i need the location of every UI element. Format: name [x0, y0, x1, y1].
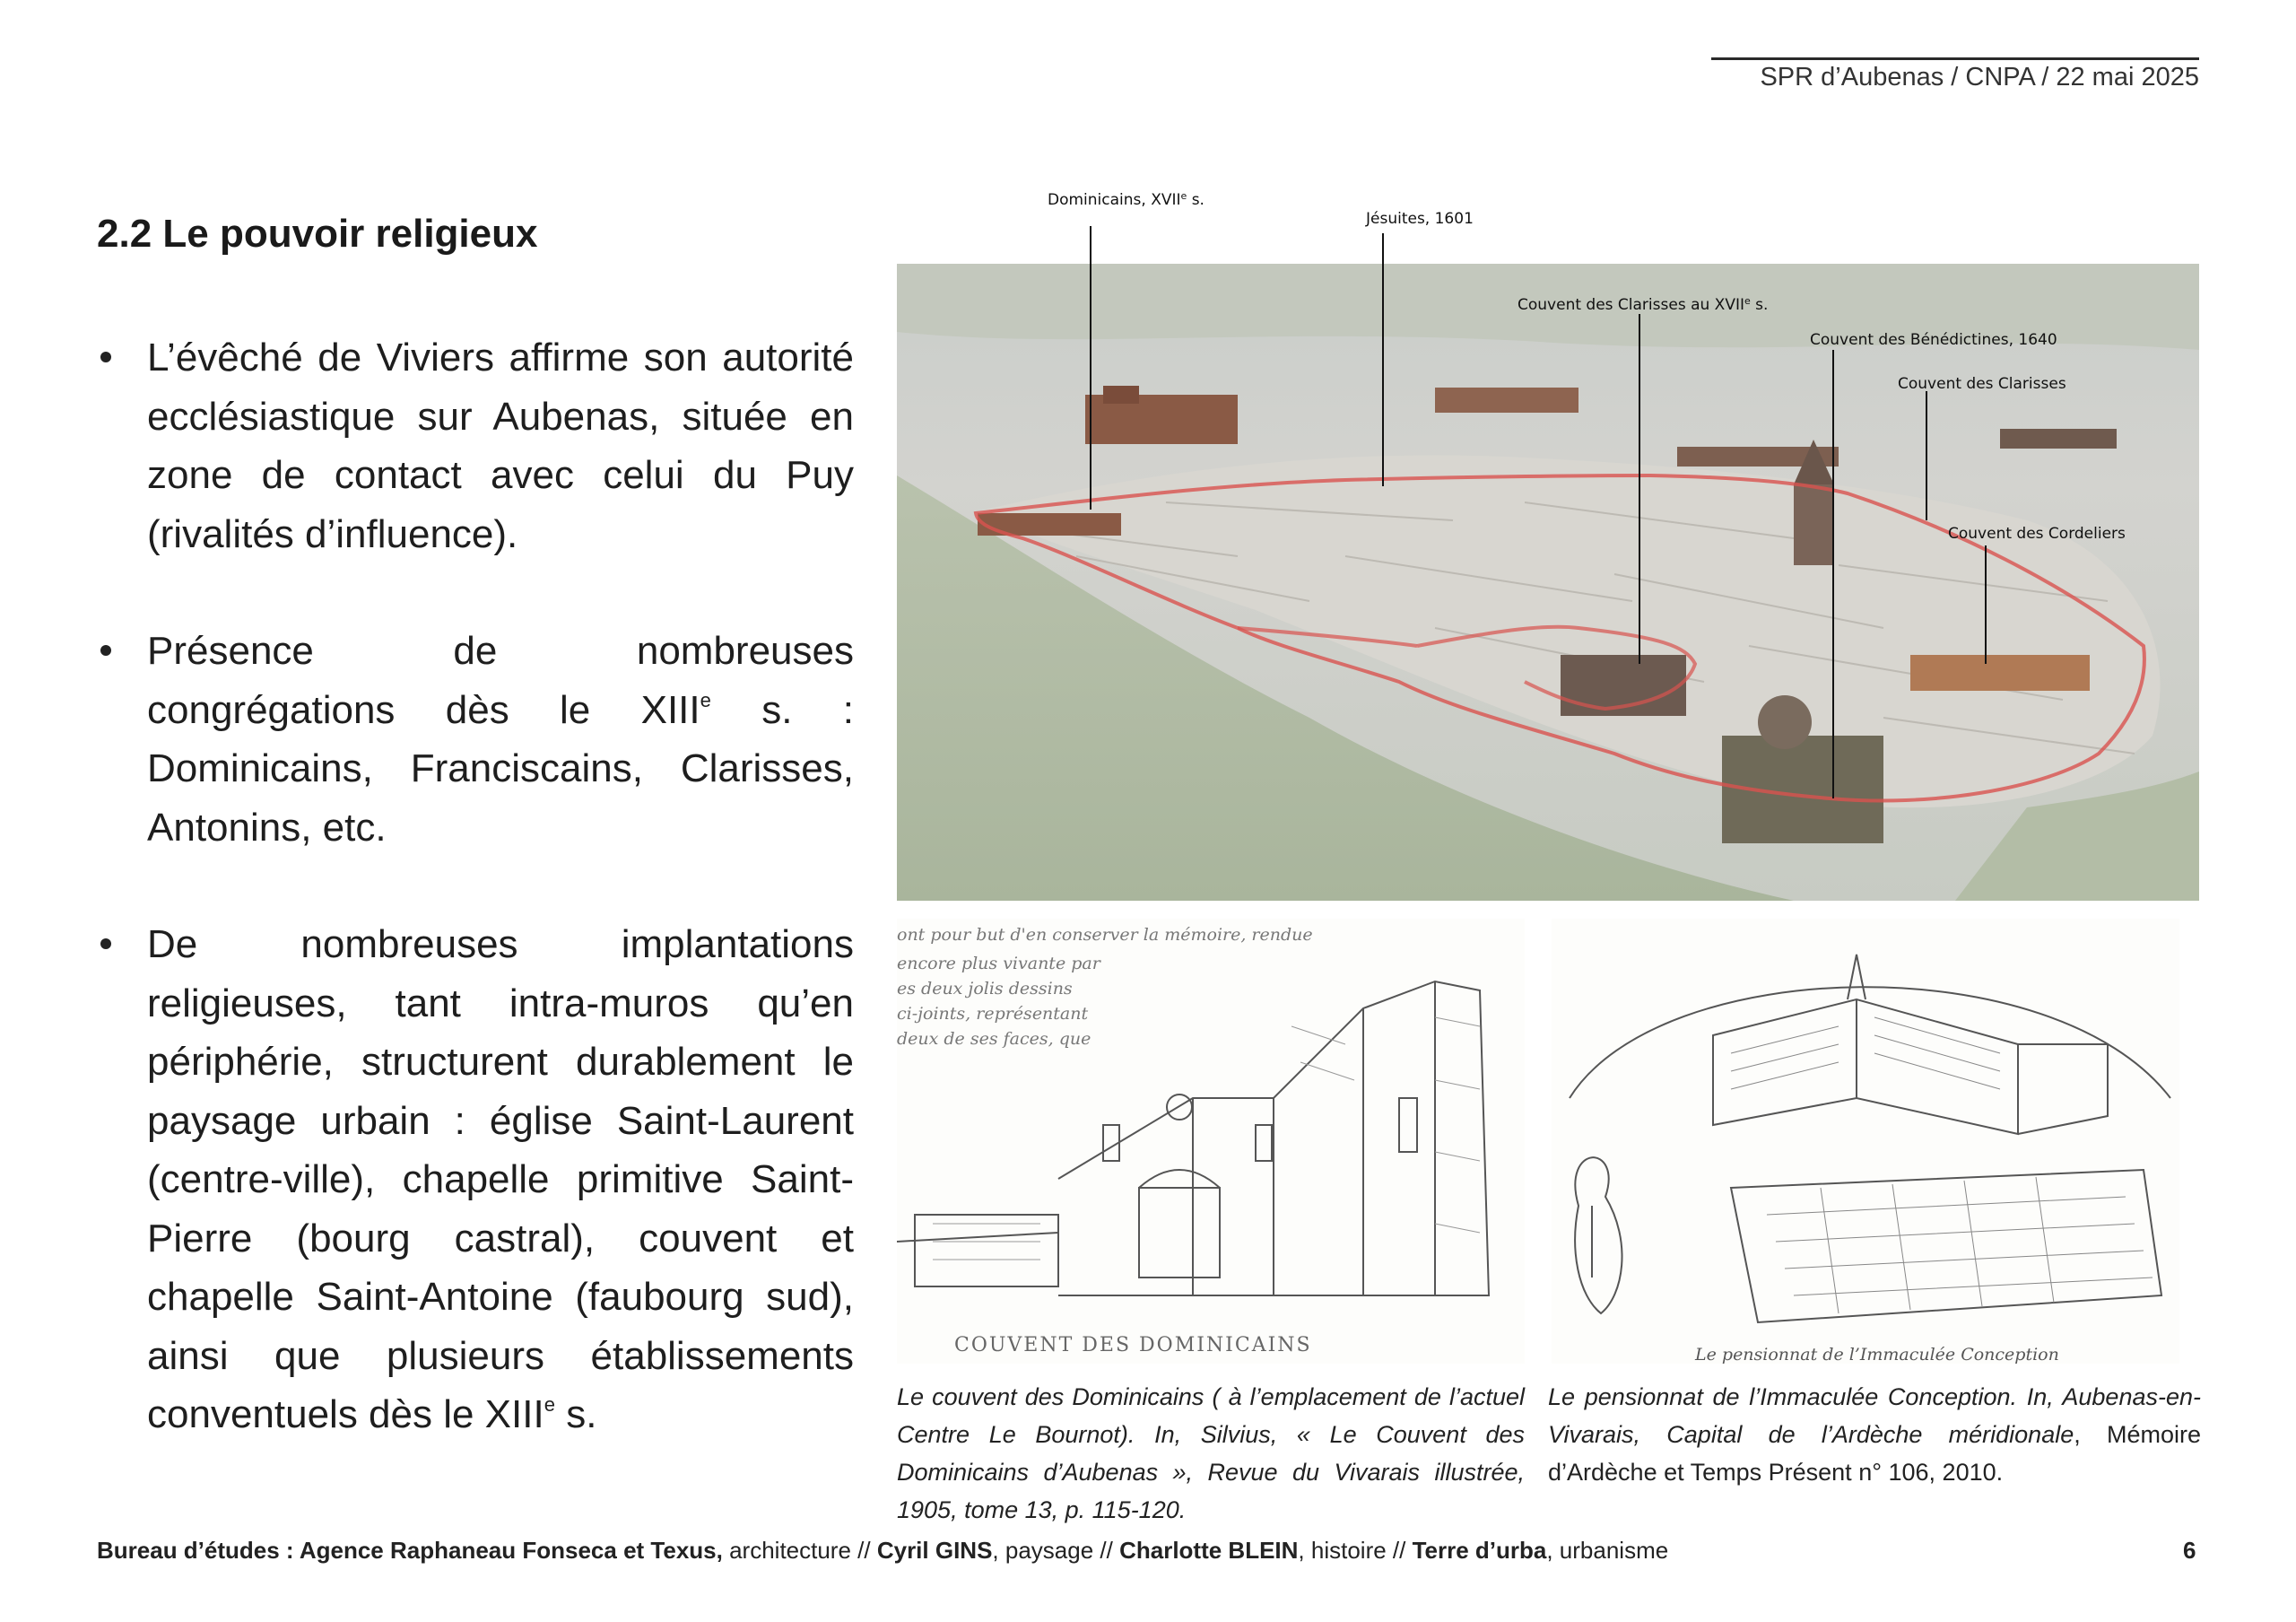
pensionnat-engraving	[1552, 919, 2179, 1364]
engraving-caption: COUVENT DES DOMINICAINS	[954, 1334, 1312, 1356]
bullet-list	[97, 328, 854, 1503]
aerial-photo	[897, 264, 2199, 901]
label-benedictines: Couvent des Bénédictines, 1640	[1810, 331, 2057, 349]
engraving-caption: Le pensionnat de l’Immaculée Conception	[1695, 1345, 2059, 1364]
bullet-item	[97, 622, 854, 857]
bullet-text: L’évêché de Viviers affirme son autorité ecclésiastique sur Aubenas, située en zone de contact avec celui du Puy (rivalités d’influence).	[147, 336, 854, 556]
label-clarisses: Couvent des Clarisses	[1898, 375, 2066, 393]
bullet-item	[97, 915, 854, 1444]
page-title: 2.2 Le pouvoir religieux	[97, 212, 538, 256]
scan-text-line: ci-joints, représentant	[897, 1004, 1089, 1024]
scan-text-line: encore plus vivante par	[897, 954, 1100, 973]
header-text: SPR d’Aubenas / CNPA / 22 mai 2025	[1760, 63, 2199, 92]
label-cordeliers: Couvent des Cordeliers	[1948, 525, 2126, 543]
bullet-text: De nombreuses implantations religieuses, tant intra-muros qu’en périphérie, structurent durablement le paysage urbain : église Saint-Laurent (centre-ville), chapelle primitive Saint-Pierre (bourg castral), couvent et chapelle Saint-Antoine (faubourg sud), ainsi que plusieurs établissements conventuels dès le XIIIe s.	[147, 922, 854, 1436]
footer-credits: Bureau d’études : Agence Raphaneau Fonseca et Texus, architecture // Cyril GINS, paysage // Charlotte BLEIN, histoire // Terre d’urba, urbanisme	[97, 1537, 1669, 1564]
caption-dominicains: Le couvent des Dominicains ( à l’emplacement de l’actuel Centre Le Bournot). In, Silvius, « Le Couvent des Dominicains d’Aubenas », Revue du Vivarais illustrée, 1905, tome 13, p. 115-120.	[897, 1383, 1525, 1523]
dominicains-engraving	[897, 919, 1525, 1364]
medallion-icon	[1575, 1157, 1622, 1313]
scan-text-line: deux de ses faces, que	[897, 1029, 1091, 1049]
header-rule	[1711, 57, 2199, 60]
scan-text-line: ont pour but d'en conserver la mémoire, rendue	[897, 925, 1313, 945]
aerial-map-figure	[897, 179, 2199, 906]
caption-pensionnat: Le pensionnat de l’Immaculée Conception. In, Aubenas-en-Vivarais, Capital de l’Ardèche méridionale, Mémoire d’Ardèche et Temps Présent n° 106, 2010.	[1548, 1383, 2201, 1486]
bullet-text: Présence de nombreuses congrégations dès le XIIIe s. : Dominicains, Franciscains, Clarisses, Antonins, etc.	[147, 629, 854, 850]
label-dominicains: Dominicains, XVIIe s.	[1048, 190, 1205, 209]
page-number: 6	[2183, 1537, 2196, 1564]
bullet-dot	[100, 352, 111, 362]
bullet-dot	[100, 645, 111, 656]
pensionnat-drawing	[1570, 955, 2170, 1322]
label-clarisses-xvii: Couvent des Clarisses au XVIIe s.	[1518, 295, 1769, 314]
bullet-dot	[100, 938, 111, 949]
bullet-item	[97, 328, 854, 563]
label-jesuites: Jésuites, 1601	[1366, 210, 1474, 228]
scan-text-line: es deux jolis dessins	[897, 979, 1073, 998]
